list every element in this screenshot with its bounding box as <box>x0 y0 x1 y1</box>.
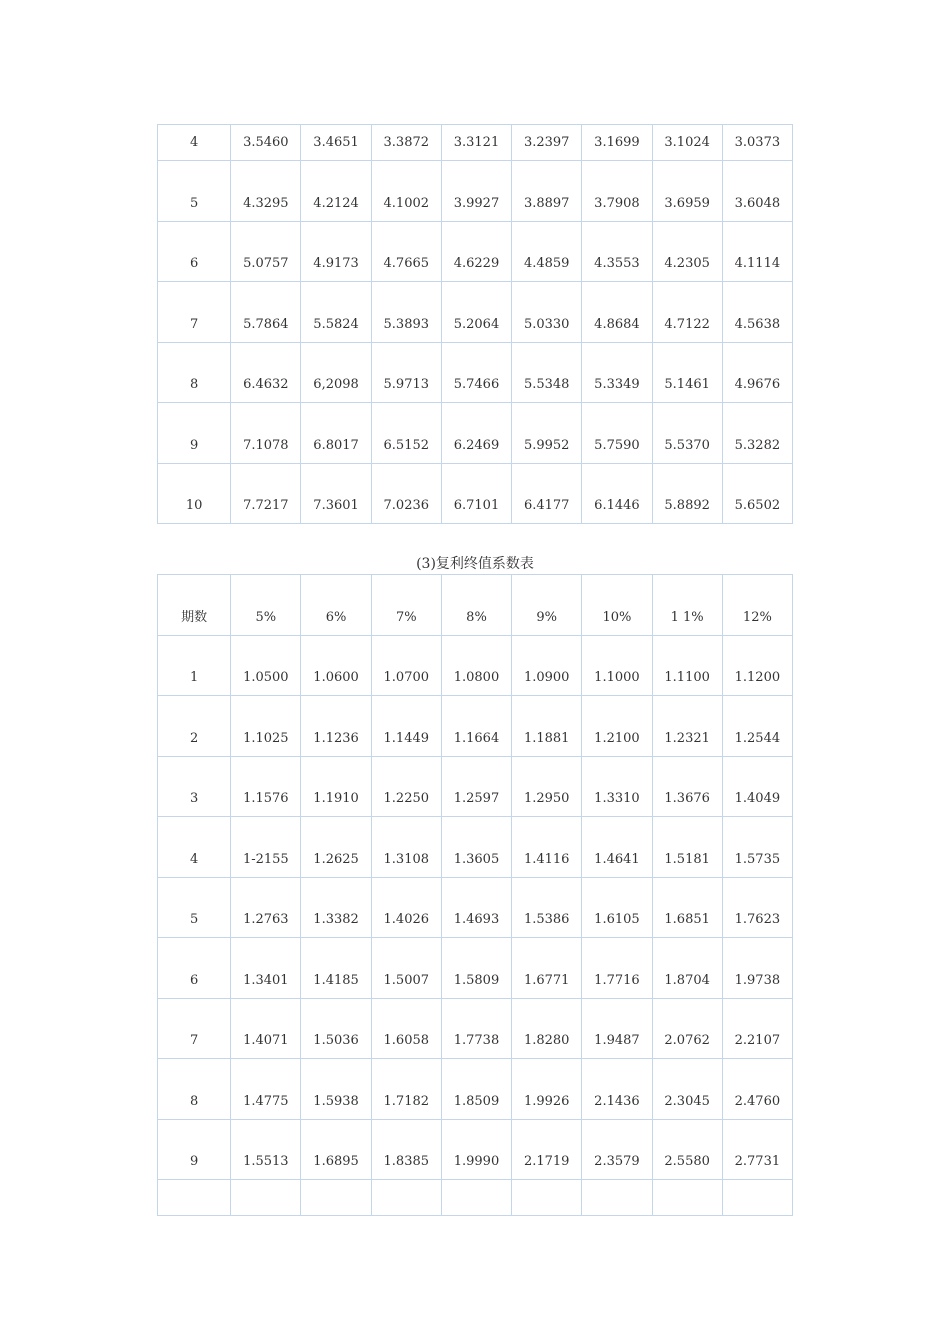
table-row <box>158 125 793 161</box>
period-cell: 4 <box>158 125 231 161</box>
value-cell: 6.5152 <box>371 403 441 464</box>
period-cell: 4 <box>158 817 231 878</box>
value-cell: 2.3579 <box>582 1119 652 1180</box>
value-cell: 5.7590 <box>582 403 652 464</box>
period-cell: 2 <box>158 696 231 757</box>
value-cell: 4.2305 <box>652 221 722 282</box>
table-row <box>158 1119 793 1180</box>
value-cell: 3.9927 <box>441 161 511 222</box>
empty-cell <box>371 1180 441 1216</box>
empty-cell <box>512 1180 582 1216</box>
period-cell: 6 <box>158 938 231 999</box>
value-cell: 1.8280 <box>512 998 582 1059</box>
value-cell: 1.8385 <box>371 1119 441 1180</box>
value-cell: 3.8897 <box>512 161 582 222</box>
table-row <box>158 756 793 817</box>
value-cell: 1.7623 <box>722 877 792 938</box>
period-cell: 1 <box>158 635 231 696</box>
value-cell: 1.1100 <box>652 635 722 696</box>
value-cell: 5.5824 <box>301 282 371 343</box>
compound-interest-table-body <box>158 635 793 1216</box>
value-cell: 1.5036 <box>301 998 371 1059</box>
value-cell: 7.7217 <box>231 463 301 524</box>
value-cell: 1.8509 <box>441 1059 511 1120</box>
value-cell: 6.4177 <box>512 463 582 524</box>
value-cell: 6.1446 <box>582 463 652 524</box>
value-cell: 4.7122 <box>652 282 722 343</box>
value-cell: 1.0500 <box>231 635 301 696</box>
period-cell: 8 <box>158 1059 231 1120</box>
value-cell: 4.1002 <box>371 161 441 222</box>
value-cell: 5.1461 <box>652 342 722 403</box>
value-cell: 6,2098 <box>301 342 371 403</box>
value-cell: 1.6105 <box>582 877 652 938</box>
value-cell: 6.8017 <box>301 403 371 464</box>
value-cell: 5.9713 <box>371 342 441 403</box>
value-cell: 1.1200 <box>722 635 792 696</box>
value-cell: 1.0800 <box>441 635 511 696</box>
value-cell: 1.2321 <box>652 696 722 757</box>
table-row <box>158 696 793 757</box>
value-cell: 1.2597 <box>441 756 511 817</box>
value-cell: 1.3676 <box>652 756 722 817</box>
value-cell: 1.4116 <box>512 817 582 878</box>
value-cell: 3.0373 <box>722 125 792 161</box>
compound-interest-table <box>157 574 793 1216</box>
value-cell: 1.1910 <box>301 756 371 817</box>
empty-cell <box>722 1180 792 1216</box>
value-cell: 1.4641 <box>582 817 652 878</box>
value-cell: 5.0330 <box>512 282 582 343</box>
value-cell: 1.1664 <box>441 696 511 757</box>
value-cell: 3.4651 <box>301 125 371 161</box>
header-cell: 5% <box>231 575 301 636</box>
value-cell: 7.3601 <box>301 463 371 524</box>
empty-cell <box>301 1180 371 1216</box>
value-cell: 1.7716 <box>582 938 652 999</box>
value-cell: 5.0757 <box>231 221 301 282</box>
value-cell: 3.6048 <box>722 161 792 222</box>
value-cell: 1.5809 <box>441 938 511 999</box>
value-cell: 2.2107 <box>722 998 792 1059</box>
value-cell: 4.1114 <box>722 221 792 282</box>
value-cell: 1.6851 <box>652 877 722 938</box>
annuity-table-body <box>158 125 793 524</box>
table-caption: (3)复利终值系数表 <box>416 556 534 572</box>
value-cell: 1.4185 <box>301 938 371 999</box>
table-row <box>158 635 793 696</box>
value-cell: 1.4693 <box>441 877 511 938</box>
value-cell: 1.5007 <box>371 938 441 999</box>
empty-cell <box>582 1180 652 1216</box>
table-row <box>158 877 793 938</box>
header-cell: 7% <box>371 575 441 636</box>
empty-cell <box>231 1180 301 1216</box>
value-cell: 4.6229 <box>441 221 511 282</box>
value-cell: 7.0236 <box>371 463 441 524</box>
value-cell: 1.0700 <box>371 635 441 696</box>
value-cell: 1.6771 <box>512 938 582 999</box>
value-cell: 1.7738 <box>441 998 511 1059</box>
value-cell: 1.4049 <box>722 756 792 817</box>
value-cell: 1.3401 <box>231 938 301 999</box>
value-cell: 5.8892 <box>652 463 722 524</box>
value-cell: 3.5460 <box>231 125 301 161</box>
value-cell: 1.2544 <box>722 696 792 757</box>
value-cell: 1.2763 <box>231 877 301 938</box>
value-cell: 1.4775 <box>231 1059 301 1120</box>
header-cell: 9% <box>512 575 582 636</box>
value-cell: 5.2064 <box>441 282 511 343</box>
value-cell: 1.2950 <box>512 756 582 817</box>
value-cell: 3.7908 <box>582 161 652 222</box>
value-cell: 2.1719 <box>512 1119 582 1180</box>
value-cell: 1.5181 <box>652 817 722 878</box>
value-cell: 1.2625 <box>301 817 371 878</box>
value-cell: 2.4760 <box>722 1059 792 1120</box>
value-cell: 5.9952 <box>512 403 582 464</box>
value-cell: 5.3893 <box>371 282 441 343</box>
value-cell: 4.4859 <box>512 221 582 282</box>
value-cell: 4.9676 <box>722 342 792 403</box>
value-cell: 4.7665 <box>371 221 441 282</box>
value-cell: 6.2469 <box>441 403 511 464</box>
period-cell: 6 <box>158 221 231 282</box>
value-cell: 1.9738 <box>722 938 792 999</box>
value-cell: 6.4632 <box>231 342 301 403</box>
value-cell: 3.1024 <box>652 125 722 161</box>
empty-table-row <box>158 1180 793 1216</box>
value-cell: 7.1078 <box>231 403 301 464</box>
table-row <box>158 221 793 282</box>
value-cell: 5.5348 <box>512 342 582 403</box>
value-cell: 1.3382 <box>301 877 371 938</box>
value-cell: 1.1881 <box>512 696 582 757</box>
value-cell: 1.6895 <box>301 1119 371 1180</box>
value-cell: 1.7182 <box>371 1059 441 1120</box>
table-row <box>158 403 793 464</box>
value-cell: 5.7466 <box>441 342 511 403</box>
header-cell: 8% <box>441 575 511 636</box>
value-cell: 5.6502 <box>722 463 792 524</box>
value-cell: 3.3872 <box>371 125 441 161</box>
table-row <box>158 998 793 1059</box>
period-cell: 10 <box>158 463 231 524</box>
value-cell: 1.2100 <box>582 696 652 757</box>
annuity-table-continued <box>157 124 793 524</box>
table-header-row <box>158 575 793 636</box>
value-cell: 4.9173 <box>301 221 371 282</box>
value-cell: 1.3310 <box>582 756 652 817</box>
value-cell: 1.1000 <box>582 635 652 696</box>
value-cell: 1.3108 <box>371 817 441 878</box>
value-cell: 2.5580 <box>652 1119 722 1180</box>
value-cell: 2.0762 <box>652 998 722 1059</box>
value-cell: 1.6058 <box>371 998 441 1059</box>
table-row <box>158 282 793 343</box>
value-cell: 5.3349 <box>582 342 652 403</box>
value-cell: 4.2124 <box>301 161 371 222</box>
value-cell: 3.2397 <box>512 125 582 161</box>
value-cell: 1.0900 <box>512 635 582 696</box>
value-cell: 4.3553 <box>582 221 652 282</box>
value-cell: 1.1236 <box>301 696 371 757</box>
value-cell: 3.6959 <box>652 161 722 222</box>
value-cell: 2.7731 <box>722 1119 792 1180</box>
header-cell: 期数 <box>158 575 231 636</box>
value-cell: 1.5513 <box>231 1119 301 1180</box>
value-cell: 1.9990 <box>441 1119 511 1180</box>
header-cell: 12% <box>722 575 792 636</box>
value-cell: 1.1576 <box>231 756 301 817</box>
table-row <box>158 817 793 878</box>
value-cell: 5.3282 <box>722 403 792 464</box>
period-cell: 9 <box>158 403 231 464</box>
period-cell: 9 <box>158 1119 231 1180</box>
value-cell: 3.3121 <box>441 125 511 161</box>
value-cell: 6.7101 <box>441 463 511 524</box>
header-cell: 1 1% <box>652 575 722 636</box>
table-row <box>158 938 793 999</box>
value-cell: 5.5370 <box>652 403 722 464</box>
empty-cell <box>158 1180 231 1216</box>
table-row <box>158 342 793 403</box>
value-cell: 1.5735 <box>722 817 792 878</box>
period-cell: 7 <box>158 282 231 343</box>
value-cell: 1.2250 <box>371 756 441 817</box>
value-cell: 3.1699 <box>582 125 652 161</box>
period-cell: 7 <box>158 998 231 1059</box>
value-cell: 4.5638 <box>722 282 792 343</box>
period-cell: 3 <box>158 756 231 817</box>
value-cell: 2.1436 <box>582 1059 652 1120</box>
table-row <box>158 161 793 222</box>
value-cell: 1-2155 <box>231 817 301 878</box>
empty-cell <box>652 1180 722 1216</box>
value-cell: 1.9926 <box>512 1059 582 1120</box>
period-cell: 8 <box>158 342 231 403</box>
value-cell: 1.1449 <box>371 696 441 757</box>
period-cell: 5 <box>158 161 231 222</box>
value-cell: 1.4071 <box>231 998 301 1059</box>
table-row <box>158 463 793 524</box>
empty-cell <box>441 1180 511 1216</box>
value-cell: 1.5386 <box>512 877 582 938</box>
header-cell: 10% <box>582 575 652 636</box>
value-cell: 2.3045 <box>652 1059 722 1120</box>
value-cell: 1.4026 <box>371 877 441 938</box>
value-cell: 1.9487 <box>582 998 652 1059</box>
value-cell: 1.8704 <box>652 938 722 999</box>
period-cell: 5 <box>158 877 231 938</box>
value-cell: 1.5938 <box>301 1059 371 1120</box>
value-cell: 4.3295 <box>231 161 301 222</box>
header-cell: 6% <box>301 575 371 636</box>
value-cell: 1.0600 <box>301 635 371 696</box>
value-cell: 5.7864 <box>231 282 301 343</box>
table-row <box>158 1059 793 1120</box>
value-cell: 4.8684 <box>582 282 652 343</box>
value-cell: 1.1025 <box>231 696 301 757</box>
value-cell: 1.3605 <box>441 817 511 878</box>
